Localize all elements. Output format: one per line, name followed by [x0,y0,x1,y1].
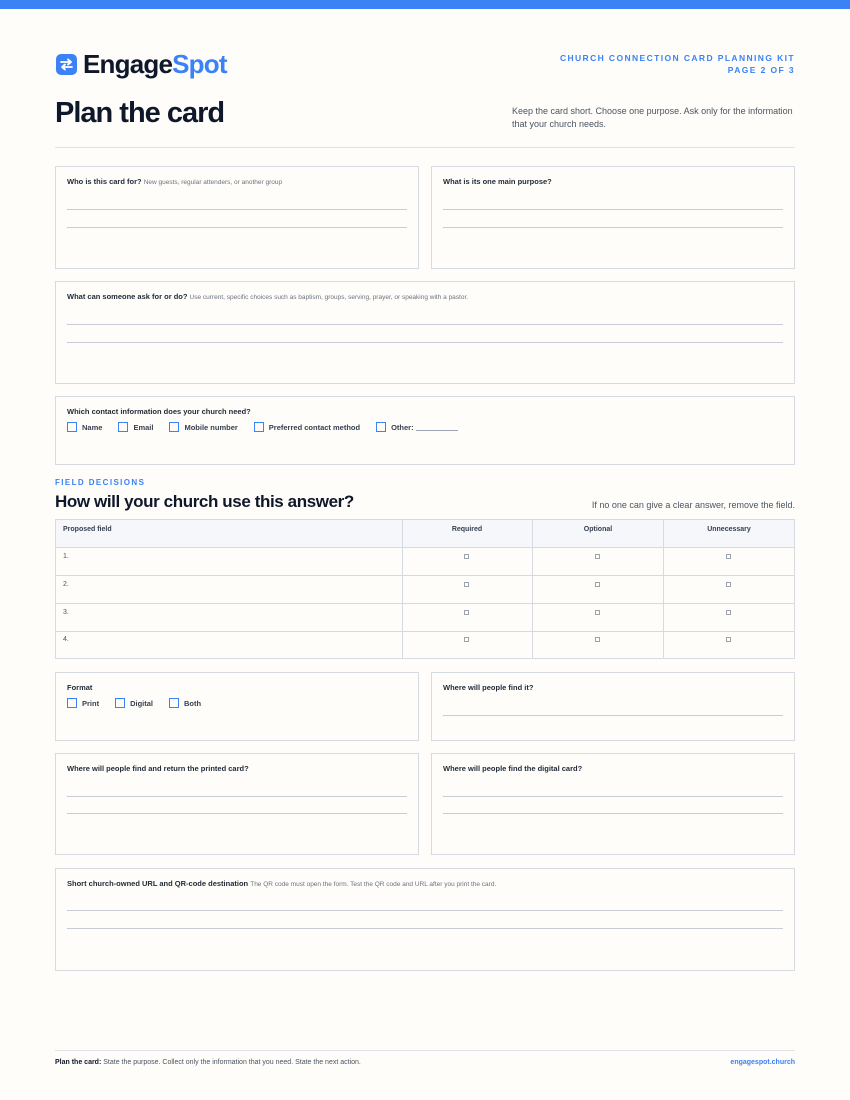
optional-checkbox[interactable] [595,637,600,642]
kit-title: CHURCH CONNECTION CARD PLANNING KIT [559,53,795,63]
required-checkbox[interactable] [464,582,469,587]
checkbox-preferred-contact-method[interactable]: Preferred contact method [254,422,360,432]
row-number: 4. [63,636,69,643]
optional-checkbox[interactable] [595,582,600,587]
checkbox-other[interactable]: Other: [376,422,458,432]
optional-checkbox[interactable] [595,554,600,559]
footer-site-link[interactable]: engagespot.church [730,1059,795,1066]
checkbox-print[interactable]: Print [67,698,99,708]
unnecessary-checkbox[interactable] [726,554,731,559]
checkbox[interactable] [67,422,77,432]
answer-line[interactable] [443,715,783,716]
answer-line[interactable] [67,813,407,814]
audience-box [55,166,419,269]
table-body [56,548,794,658]
row-number: 1. [63,553,69,560]
checkbox-both[interactable]: Both [169,698,201,708]
field-decisions-table [55,519,795,659]
audience-hint: New guests, regular attenders, or another group [143,179,283,186]
swap-arrows-icon [56,54,77,75]
contact-question: Which contact information does your church need? [67,407,251,416]
answer-line[interactable] [67,796,407,797]
intro-text: Keep the card short. Choose one purpose. Ask only for the information that your church needs. [512,106,793,129]
answer-line[interactable] [443,209,783,210]
section-note: If no one can give a clear answer, remove the field. [591,500,795,510]
find-box [431,672,795,741]
checkbox[interactable] [376,422,386,432]
format-label: Format [67,683,93,692]
find-question: Where will people find it? [443,683,534,692]
table-row [56,631,794,659]
table-row [56,548,794,576]
answer-line[interactable] [67,910,783,911]
checkbox[interactable] [118,422,128,432]
divider [55,147,795,148]
page-title: Plan the card [55,97,225,129]
answer-line[interactable] [67,342,783,343]
page-number: PAGE 2 OF 3 [727,65,795,75]
answer-line[interactable] [443,796,783,797]
required-checkbox[interactable] [464,554,469,559]
answer-line[interactable] [67,227,407,228]
column-header-required: Required [451,526,483,533]
checkbox[interactable] [115,698,125,708]
row-number: 2. [63,581,69,588]
column-header-unnecessary: Unnecessary [707,526,751,533]
contact-box [55,396,795,465]
required-checkbox[interactable] [464,610,469,615]
checkbox-mobile-number[interactable]: Mobile number [169,422,237,432]
column-divider [663,520,664,658]
answer-line[interactable] [67,324,783,325]
column-divider [402,520,403,658]
brand-logo [56,49,227,79]
column-header-optional: Optional [583,526,613,533]
checkbox[interactable] [254,422,264,432]
audience-question: Who is this card for? New guests, regular attenders, or another group [67,177,283,186]
unnecessary-checkbox[interactable] [726,582,731,587]
column-divider [532,520,533,658]
kit-header [560,52,795,76]
unnecessary-checkbox[interactable] [726,637,731,642]
checkbox[interactable] [169,422,179,432]
other-blank[interactable] [416,424,458,431]
printed-box [55,753,419,855]
answer-line[interactable] [67,928,783,929]
checkbox-email[interactable]: Email [118,422,153,432]
url-hint: The QR code must open the form. Test the QR code and URL after you print the card. [250,881,497,888]
purpose-question: What is its one main purpose? [443,177,552,186]
top-accent-bar [0,0,850,9]
row-number: 3. [63,609,69,616]
checkbox[interactable] [169,698,179,708]
required-checkbox[interactable] [464,637,469,642]
optional-checkbox[interactable] [595,610,600,615]
section-title: How will your church use this answer? [55,492,354,511]
requests-box [55,281,795,384]
checkbox-digital[interactable]: Digital [115,698,153,708]
url-question: Short church-owned URL and QR-code destination The QR code must open the form. Test the QR code and URL after you print the card. [67,879,497,888]
digital-box [431,753,795,855]
format-options [67,698,217,708]
checkbox[interactable] [67,698,77,708]
requests-hint: Use current, specific choices such as baptism, groups, serving, prayer, or speaking with a pastor. [189,294,469,301]
footer-text: Plan the card: State the purpose. Collect only the information that you need. State the next action. [55,1059,361,1066]
section-eyebrow: FIELD DECISIONS [55,478,146,487]
format-box [55,672,419,741]
footer-divider [55,1050,795,1051]
brand-name: EngageSpot [83,49,227,79]
url-box [55,868,795,971]
printed-question: Where will people find and return the printed card? [67,764,249,773]
table-row [56,576,794,604]
table-row [56,604,794,632]
purpose-box [431,166,795,269]
column-header-proposed-field: Proposed field [63,526,112,533]
requests-question: What can someone ask for or do? Use current, specific choices such as baptism, groups, serving, prayer, or speaking with a pastor. [67,292,469,301]
answer-line[interactable] [443,227,783,228]
table-header [56,520,794,548]
unnecessary-checkbox[interactable] [726,610,731,615]
contact-options [67,422,474,432]
answer-line[interactable] [443,813,783,814]
checkbox-name[interactable]: Name [67,422,102,432]
answer-line[interactable] [67,209,407,210]
digital-question: Where will people find the digital card? [443,764,583,773]
